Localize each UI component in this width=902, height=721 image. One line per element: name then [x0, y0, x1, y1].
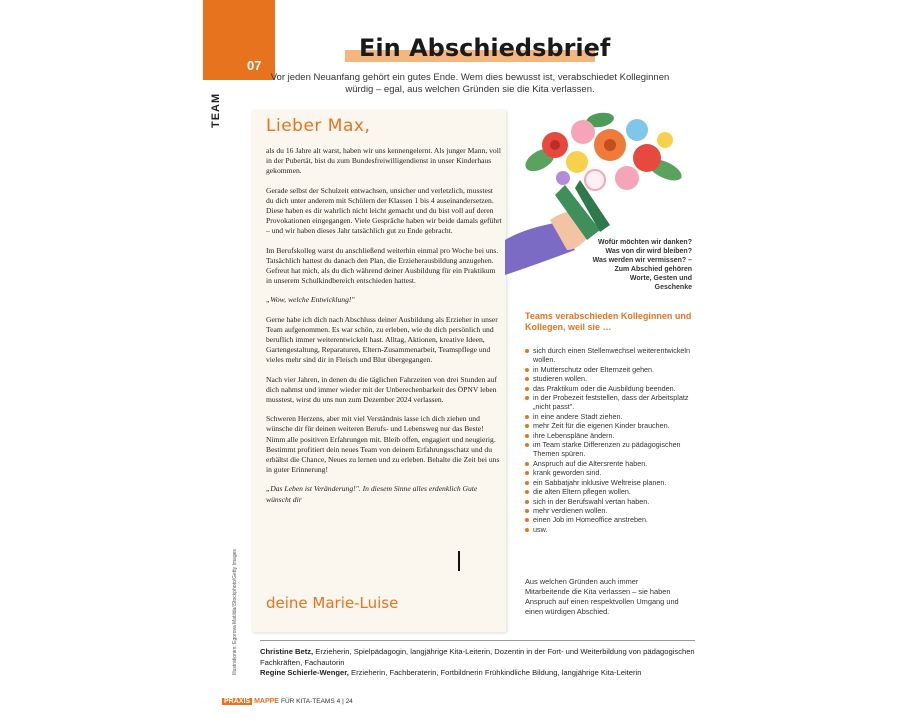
letter-paragraph: Gerne habe ich dich nach Abschluss deiner Ausbildung als Erzieher in unser Team aufgenommen. Es war schön, zu erleben, wie du dich persönlich und beruflich immer weiterentwickelt hast. Alltag, Aktionen, kreative Ideen, Gartengestaltung, Reparaturen, Eltern-Zusammenarbeit, Teamspflege und vieles mehr sind dir in Fleisch und Blut übergegangen. — [266, 314, 498, 365]
section-label: TEAM — [210, 92, 222, 128]
footer-issue: 4 | 24 — [336, 698, 353, 705]
title-block — [345, 34, 610, 62]
list-item: ihre Lebenspläne ändern. — [525, 431, 695, 440]
footer — [222, 698, 353, 705]
list-item: mehr Zeit für die eigenen Kinder brauchen. — [525, 421, 695, 430]
list-item: usw. — [525, 525, 695, 534]
list-item: mehr verdienen wollen. — [525, 506, 695, 515]
divider — [260, 640, 695, 641]
letter-paragraph: Gerade selbst der Schulzeit entwachsen, unsicher und verletzlich, musstest du dich unter anderem mit Schülern der Klassen 1 bis 4 auseinandersetzen. Diese haben es dir wahrlich nicht leicht gemacht und du bist voll auf deren Provokationen eingegangen. Viele Gespräche haben wir beide damals geführt – und wir haben dieses Jahr tatsächlich gut zu Ende gebracht. — [266, 185, 502, 236]
list-item: sich durch einen Stellenwechsel weiterentwickeln wollen. — [525, 346, 695, 365]
list-item: Anspruch auf die Altersrente haben. — [525, 459, 695, 468]
list-item: studieren wollen. — [525, 374, 695, 383]
page-number: 07 — [247, 58, 262, 73]
list-item: in der Probezeit feststellen, dass der Arbeitsplatz „nicht passt". — [525, 393, 695, 412]
list-item: krank geworden sind. — [525, 468, 695, 477]
letter-body — [266, 146, 502, 514]
letter-greeting: Lieber Max, — [266, 116, 371, 136]
list-item: im Team starke Differenzen zu pädagogischen Themen spüren. — [525, 440, 695, 459]
list-item: in eine andere Stadt ziehen. — [525, 412, 695, 421]
footer-tagline: FÜR KITA-TEAMS — [280, 698, 335, 705]
letter-card — [252, 110, 506, 632]
author-name: Regine Schierle-Wenger, — [260, 668, 349, 677]
list-item: in Mutterschutz oder Elternzeit gehen. — [525, 365, 695, 374]
letter-signature: deine Marie-Luise — [266, 594, 399, 612]
author-entry — [260, 668, 700, 679]
page-title: Ein Abschiedsbrief — [359, 34, 611, 62]
list-item: ein Sabbatjahr inklusive Weltreise planen. — [525, 478, 695, 487]
subtitle: Vor jeden Neuanfang gehört ein gutes Ende. Wem dies bewusst ist, verabschiedet Kolleginnen würdig – egal, aus welchen Gründen sie die Kita verlassen. — [270, 72, 670, 95]
text-cursor-icon — [458, 551, 460, 571]
page-number-box — [203, 0, 275, 80]
reasons-list — [525, 346, 695, 534]
letter-paragraph: Schweren Herzens, aber mit viel Verständnis lasse ich dich ziehen und wünsche dir für deinen weiteren Berufs- und Lebensweg nur das Beste! Nimm alle positiven Erfahrungen mit. Bleib offen, engagiert und neugierig. Bestimmt profitiert dein neues Team von deinem Erfahrungsschatz und du erhältst die Chance, Neues zu lernen und zu erleben. Behalte die Zeit bei uns in guter Erinnerung! — [266, 414, 500, 475]
author-role: Erzieherin, Fachberaterin, Fortbildnerin Frühkindliche Bildung, langjährige Kita-Leiterin — [351, 668, 642, 677]
reasons-heading: Teams verabschieden Kolleginnen und Kollegen, weil sie … — [525, 311, 692, 332]
letter-quote: „Wow, welche Entwicklung!" — [266, 295, 355, 305]
author-name: Christine Betz, — [260, 647, 314, 656]
illustration-caption: Wofür möchten wir danken? Was von dir wird bleiben? Was werden wir vermissen? – Zum Abschied gehören Worte, Gesten und Geschenke — [592, 239, 692, 291]
author-role: Erzieherin, Spielpädagogin, langjährige Kita-Leiterin, Dozentin in der Fort- und Weiterbildung von pädagogischen Fachkräften, Fachautorin — [260, 647, 695, 667]
letter-closing-quote: „Das Leben ist Veränderung!". In diesem Sinne alles erdenklich Gute wünscht dir — [266, 484, 478, 504]
letter-paragraph: als du 16 Jahre alt warst, haben wir uns kennengelernt. Als junger Mann, voll in der Pubertät, bist du zum Bundesfreiwilligendienst in unser Kinderhaus gekommen. — [266, 146, 501, 176]
image-credit: Illustrationen: Egorova Matilda/iStockphoto/Getty Images — [232, 549, 238, 675]
footer-brand-box: PRAXIS — [224, 698, 251, 705]
list-item: sich in der Berufswahl vertan haben. — [525, 497, 695, 506]
reasons-closing: Aus welchen Gründen auch immer Mitarbeitende die Kita verlassen – sie haben Anspruch auf einen respektvollen Umgang und einen würdigen Abschied. — [525, 577, 679, 616]
footer-brand-word: MAPPE — [254, 698, 279, 705]
list-item: das Praktikum oder die Ausbildung beenden. — [525, 384, 695, 393]
letter-paragraph: Nach vier Jahren, in denen du die täglichen Fahrzeiten von drei Stunden auf dich nahmst und immer wieder mit der Unberechenbarkeit des ÖPNV leben musstest, wirst du uns nun zum Dezember 2024 verlassen. — [266, 374, 497, 405]
author-entry — [260, 647, 700, 668]
author-info — [260, 647, 700, 679]
letter-paragraph: Im Berufskolleg warst du anschließend weiterhin einmal pro Woche bei uns. Tatsächlich hattest du danach den Plan, die Erzieherausbildung anzugehen. Gefreut hat mich, als du dich während deiner Ausbildung für ein Praktikum in unserem Schulkindbereich entschieden hattest. — [266, 245, 499, 286]
list-item: die alten Eltern pflegen wollen. — [525, 487, 695, 496]
list-item: einen Job im Homeoffice anstreben. — [525, 515, 695, 524]
